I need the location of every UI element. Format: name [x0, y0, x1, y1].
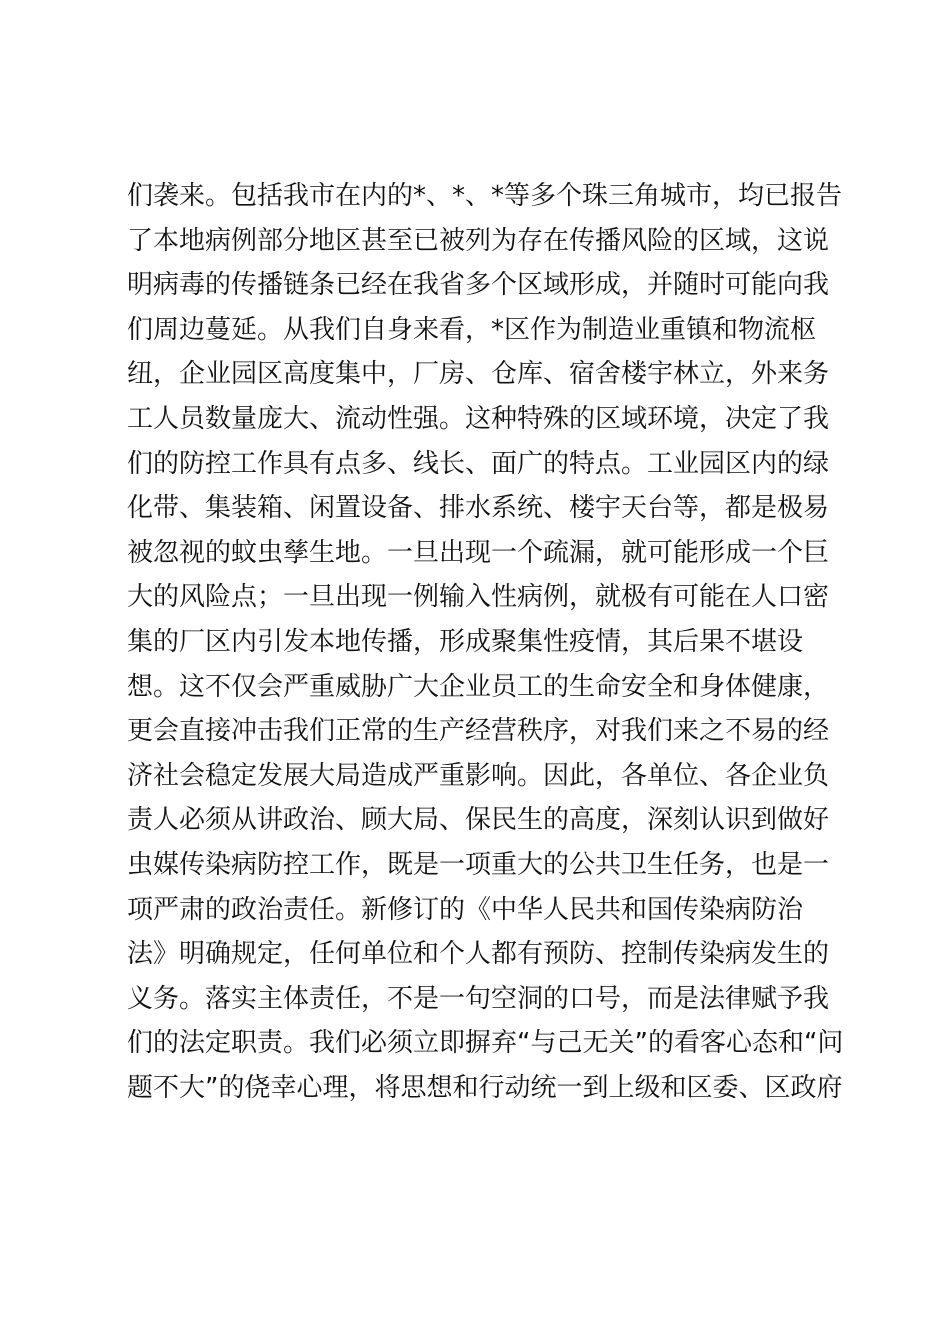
- text-line: 更会直接冲击我们正常的生产经营秩序，对我们来之不易的经: [127, 716, 830, 747]
- text-line: 化带、集装箱、闲置设备、排水系统、楼宇天台等，都是极易: [127, 493, 830, 524]
- text-line: 们的防控工作具有点多、线长、面广的特点。工业园区内的绿: [127, 448, 830, 479]
- text-line: 明病毒的传播链条已经在我省多个区域形成，并随时可能向我: [127, 270, 830, 301]
- text-line: 们的法定职责。我们必须立即摒弃“与己无关”的看客心态和“问: [127, 1028, 844, 1059]
- text-line: 虫媒传染病防控工作，既是一项重大的公共卫生任务，也是一: [127, 849, 830, 880]
- text-line: 集的厂区内引发本地传播，形成聚集性疫情，其后果不堪设: [127, 626, 804, 657]
- text-line: 工人员数量庞大、流动性强。这种特殊的区域环境，决定了我: [127, 403, 830, 434]
- text-line: 项严肃的政治责任。新修订的《中华人民共和国传染病防治: [127, 894, 804, 925]
- text-line: 法》明确规定，任何单位和个人都有预防、控制传染病发生的: [127, 939, 830, 970]
- text-line: 了本地病例部分地区甚至已被列为存在传播风险的区域，这说: [127, 225, 830, 256]
- text-line: 们周边蔓延。从我们自身来看，*区作为制造业重镇和物流枢: [127, 314, 817, 345]
- text-line: 纽，企业园区高度集中，厂房、仓库、宿舍楼宇林立，外来务: [127, 359, 830, 390]
- text-line: 们袭来。包括我市在内的*、*、*等多个珠三角城市，均已报告: [127, 181, 843, 211]
- text-line: 济社会稳定发展大局造成严重影响。因此，各单位、各企业负: [127, 760, 830, 791]
- text-line: 大的风险点；一旦出现一例输入性病例，就极有可能在人口密: [127, 582, 830, 613]
- text-line: 想。这不仅会严重威胁广大企业员工的生命安全和身体健康，: [127, 671, 830, 702]
- text-line: 责人必须从讲政治、顾大局、保民生的高度，深刻认识到做好: [127, 805, 830, 836]
- body-paragraph: [127, 174, 844, 1110]
- text-line: 义务。落实主体责任，不是一句空洞的口号，而是法律赋予我: [127, 983, 830, 1014]
- text-line: 被忽视的蚊虫孳生地。一旦出现一个疏漏，就可能形成一个巨: [127, 537, 830, 568]
- text-line: 题不大”的侥幸心理，将思想和行动统一到上级和区委、区政府: [127, 1072, 843, 1103]
